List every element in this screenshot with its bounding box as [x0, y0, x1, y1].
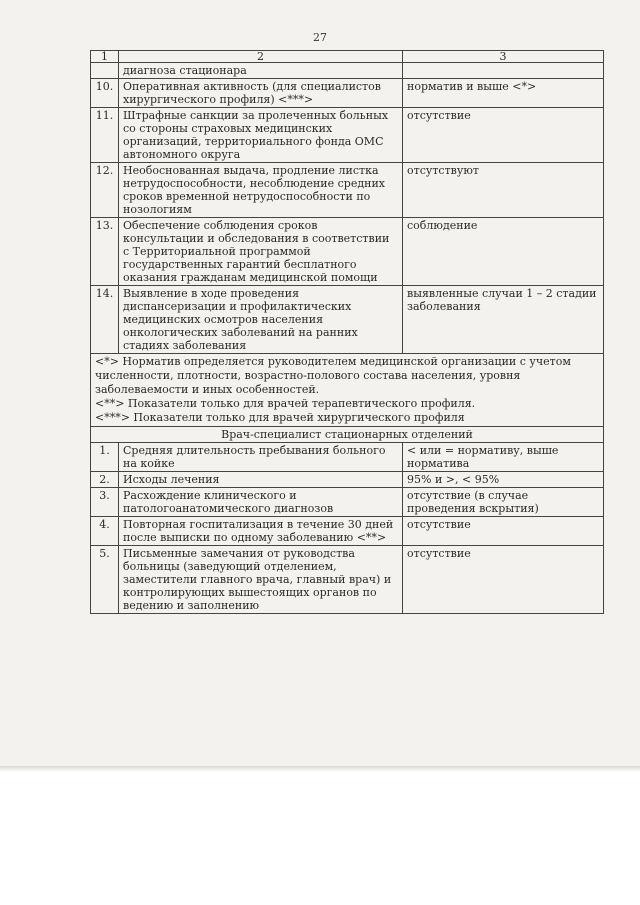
- table-header-row: [91, 51, 604, 63]
- row-number: 3.: [91, 488, 119, 517]
- footnote-1: <*> Норматив определяется руководителем медицинской организации с учетом численности, плотности, возрастно-полового состава населения, уровня заболеваемости и иных особенностей.: [95, 355, 571, 396]
- page-edge-shadow: [0, 766, 640, 772]
- row-number: 5.: [91, 546, 119, 614]
- row-value: 95% и >, < 95%: [403, 472, 604, 488]
- row-value: норматив и выше <*>: [403, 79, 604, 108]
- row-value: отсутствие (в случае проведения вскрытия): [403, 488, 604, 517]
- criteria-table: [90, 50, 604, 614]
- page-number: 27: [313, 31, 327, 44]
- continuation-text: диагноза стационара: [119, 63, 403, 79]
- footnote-2: <**> Показатели только для врачей терапевтического профиля.: [95, 397, 476, 410]
- notes-row: [91, 354, 604, 427]
- row-value: отсутствуют: [403, 163, 604, 218]
- row-criterion: Повторная госпитализация в течение 30 дней после выписки по одному заболеванию <**>: [119, 517, 403, 546]
- table-row: [91, 443, 604, 472]
- row-criterion: Выявление в ходе проведения диспансеризации и профилактических медицинских осмотров населения онкологических заболеваний на ранних стадиях заболевания: [119, 286, 403, 354]
- row-criterion: Исходы лечения: [119, 472, 403, 488]
- footnotes: [91, 354, 604, 427]
- table-row: [91, 546, 604, 614]
- header-col-3: 3: [403, 51, 604, 63]
- row-criterion: Средняя длительность пребывания больного на койке: [119, 443, 403, 472]
- table-row: [91, 79, 604, 108]
- footnote-3: <***> Показатели только для врачей хирургического профиля: [95, 411, 465, 424]
- row-value: выявленные случаи 1 – 2 стадии заболевания: [403, 286, 604, 354]
- row-number: 10.: [91, 79, 119, 108]
- row-number: 11.: [91, 108, 119, 163]
- table-row: [91, 517, 604, 546]
- row-value: отсутствие: [403, 108, 604, 163]
- table-row: [91, 108, 604, 163]
- row-number: 1.: [91, 443, 119, 472]
- table-row: [91, 286, 604, 354]
- row-value: соблюдение: [403, 218, 604, 286]
- table-row: [91, 63, 604, 79]
- row-value: отсутствие: [403, 546, 604, 614]
- row-criterion: Штрафные санкции за пролеченных больных со стороны страховых медицинских организаций, территориального фонда ОМС автономного округа: [119, 108, 403, 163]
- table-row: [91, 218, 604, 286]
- row-number: 14.: [91, 286, 119, 354]
- table-row: [91, 472, 604, 488]
- row-criterion: Необоснованная выдача, продление листка нетрудоспособности, несоблюдение средних сроков временной нетрудоспособности по нозологиям: [119, 163, 403, 218]
- section-row: [91, 427, 604, 443]
- row-criterion: Оперативная активность (для специалистов хирургического профиля) <***>: [119, 79, 403, 108]
- row-number: 13.: [91, 218, 119, 286]
- table-row: [91, 163, 604, 218]
- header-col-1: 1: [91, 51, 119, 63]
- row-value: < или = нормативу, выше норматива: [403, 443, 604, 472]
- section-title: Врач-специалист стационарных отделений: [91, 427, 604, 443]
- row-criterion: Письменные замечания от руководства больницы (заведующий отделением, заместители главного врача, главный врач) и контролирующих вышестоящих органов по ведению и заполнению: [119, 546, 403, 614]
- header-col-2: 2: [119, 51, 403, 63]
- table-row: [91, 488, 604, 517]
- row-number: 2.: [91, 472, 119, 488]
- row-number: 4.: [91, 517, 119, 546]
- row-value: отсутствие: [403, 517, 604, 546]
- row-criterion: Обеспечение соблюдения сроков консультации и обследования в соответствии с Территориальной программой государственных гарантий бесплатного оказания гражданам медицинской помощи: [119, 218, 403, 286]
- row-number: 12.: [91, 163, 119, 218]
- row-criterion: Расхождение клинического и патологоанатомического диагнозов: [119, 488, 403, 517]
